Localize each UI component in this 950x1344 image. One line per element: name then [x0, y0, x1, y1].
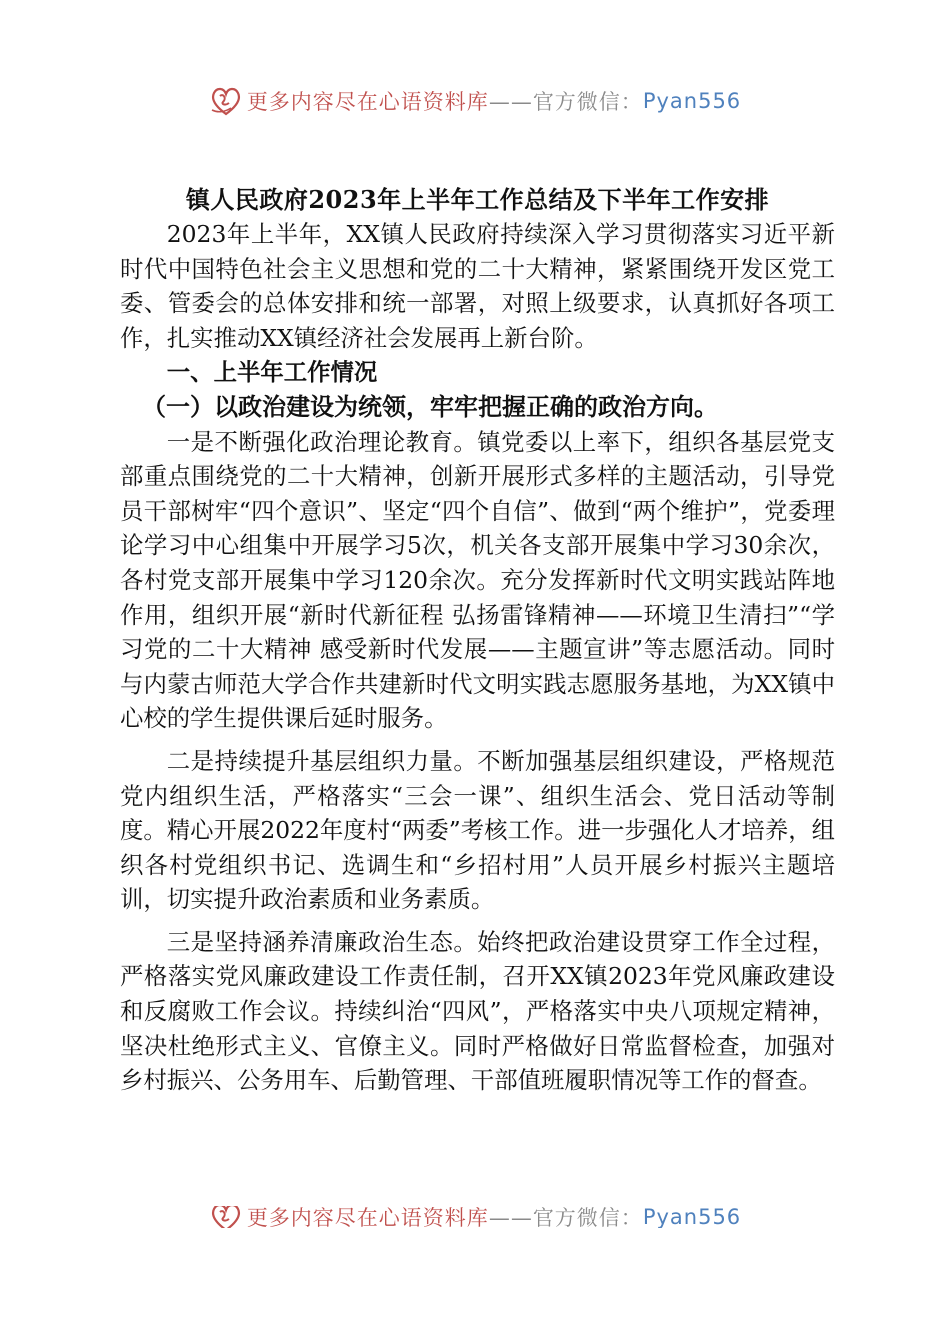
- document-title: 镇人民政府2023年上半年工作总结及下半年工作安排: [185, 185, 770, 214]
- watermark-text-gray: ——官方微信：: [488, 90, 643, 114]
- watermark-id: Pyan556: [642, 89, 742, 113]
- paragraph-1: 一是不断强化政治理论教育。镇党委以上率下，组织各基层党支部重点围绕党的二十大精神，创新开展形式多样的主题活动，引导党员干部树牢“四个意识”、坚定“四个自信”、做到“两个维护”，党委理论学习中心组集中开展学习5次，机关各支部开展集中学习30余次，各村党支部开展集中学习120余次。充分发挥新时代文明实践站阵地作用，组织开展“新时代新征程 弘扬雷锋精神——环境卫生清扫”“学习党的二十大精神 感受新时代发展——主题宣讲”等志愿活动。同时与内蒙古师范大学合作共建新时代文明实践志愿服务基地，为XX镇中心校的学生提供课后延时服务。: [120, 427, 835, 733]
- watermark-id: Pyan556: [642, 1206, 742, 1228]
- watermark-text-colored: 更多内容尽在心语资料库: [246, 1206, 489, 1228]
- heart-logo-icon: [209, 1206, 243, 1228]
- watermark-banner-top: [0, 84, 950, 118]
- watermark-banner-bottom: [0, 1206, 950, 1228]
- document-body: [120, 183, 835, 1098]
- heart-logo-icon: [209, 84, 243, 118]
- section-heading-1: 一、上半年工作情况: [166, 358, 378, 387]
- watermark-text-gray: ——官方微信：: [488, 1206, 643, 1228]
- paragraph-2: 二是持续提升基层组织力量。不断加强基层组织建设，严格规范党内组织生活，严格落实“三会一课”、组织生活会、党日活动等制度。精心开展2022年度村“两委”考核工作。进一步强化人才培养，组织各村党组织书记、选调生和“乡招村用”人员开展乡村振兴主题培训，切实提升政治素质和业务素质。: [120, 746, 835, 914]
- paragraph-3: 三是坚持涵养清廉政治生态。始终把政治建设贯穿工作全过程，严格落实党风廉政建设工作责任制，召开XX镇2023年党风廉政建设和反腐败工作会议。持续纠治“四风”，严格落实中央八项规定精神，坚决杜绝形式主义、官僚主义。同时严格做好日常监督检查，加强对乡村振兴、公务用车、后勤管理、干部值班履职情况等工作的督查。: [120, 927, 835, 1095]
- subsection-heading-1: （一）以政治建设为统领，牢牢把握正确的政治方向。: [142, 391, 718, 421]
- watermark-text-colored: 更多内容尽在心语资料库: [246, 90, 489, 114]
- intro-paragraph: 2023年上半年，XX镇人民政府持续深入学习贯彻落实习近平新时代中国特色社会主义思想和党的二十大精神，紧紧围绕开发区党工委、管委会的总体安排和统一部署，对照上级要求，认真抓好各项工作，扎实推动XX镇经济社会发展再上新台阶。: [120, 220, 835, 352]
